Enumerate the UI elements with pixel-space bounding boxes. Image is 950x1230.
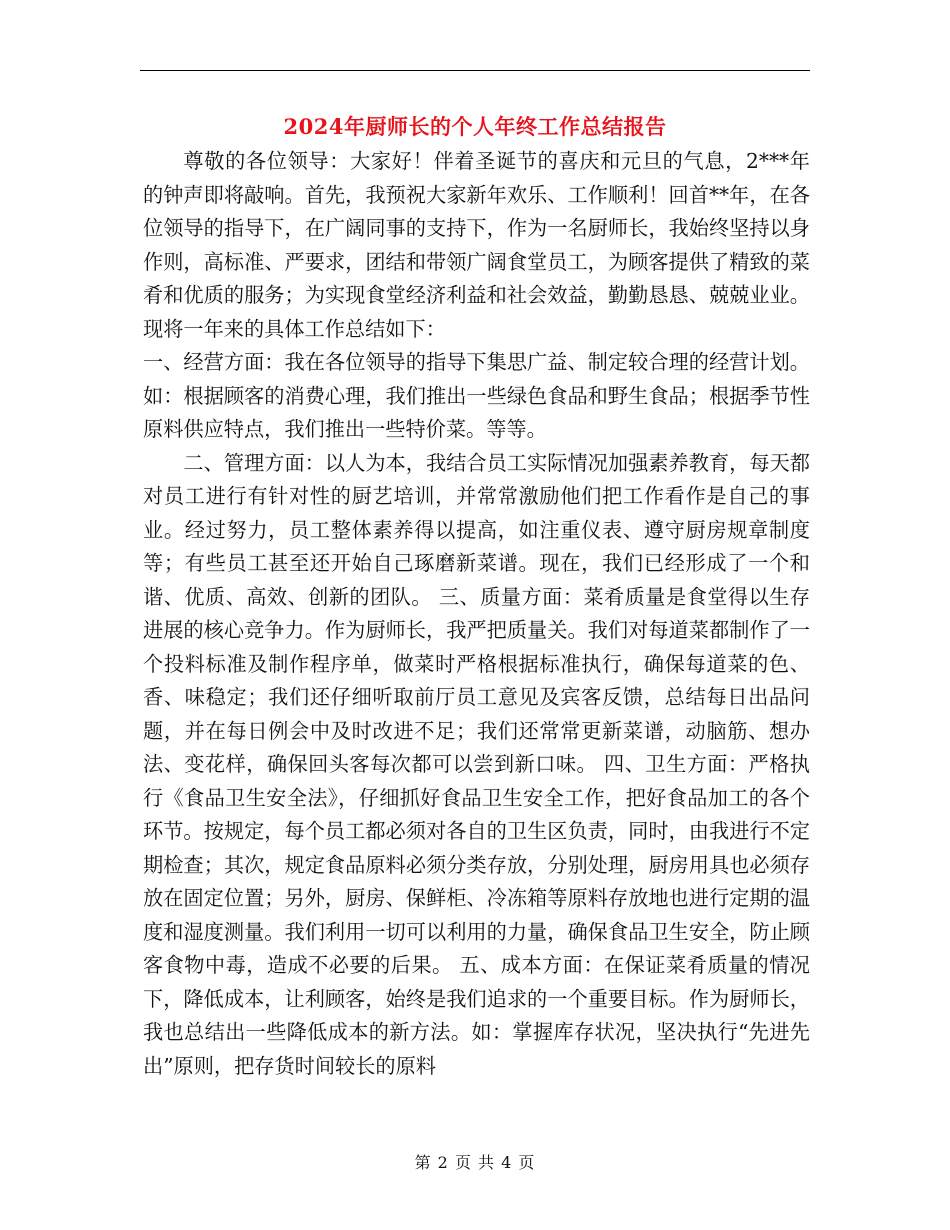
header-rule xyxy=(140,70,810,71)
document-title: 2024年厨师长的个人年终工作总结报告 xyxy=(283,114,667,139)
paragraph-intro: 尊敬的各位领导：大家好！伴着圣诞节的喜庆和元旦的气息，2***年的钟声即将敲响。首先，我预祝大家新年欢乐、工作顺利！回首**年，在各位领导的指导下，在广阔同事的支持下，作为一名厨师长，我始终坚持以身作则，高标准、严要求，团结和带领广阔食堂员工，为顾客提供了精致的菜肴和优质的服务；为实现食堂经济利益和社会效益，勤勤恳恳、兢兢业业。现将一年来的具体工作总结如下： xyxy=(143,149,810,341)
page-number-footer: 第 2 页 共 4 页 xyxy=(414,1153,536,1172)
paragraph-operations: 一、经营方面：我在各位领导的指导下集思广益、制定较合理的经营计划。如：根据顾客的消费心理，我们推出一些绿色食品和野生食品；根据季节性原料供应特点，我们推出一些特价菜。等等。 xyxy=(143,350,810,441)
document-body xyxy=(143,145,810,1083)
paragraph-management-quality-hygiene-cost: 二、管理方面：以人为本，我结合员工实际情况加强素养教育，每天都对员工进行有针对性的厨艺培训，并常常激励他们把工作看作是自己的事业。经过努力，员工整体素养得以提高，如注重仪表、遵守厨房规章制度等；有些员工甚至还开始自己琢磨新菜谱。现在，我们已经形成了一个和谐、优质、高效、创新的团队。 三、质量方面：菜肴质量是食堂得以生存进展的核心竞争力。作为厨师长，我严把质量关。我们对每道菜都制作了一个投料标准及制作程序单，做菜时严格根据标准执行，确保每道菜的色、香、味稳定；我们还仔细听取前厅员工意见及宾客反馈，总结每日出品问题，并在每日例会中及时改进不足；我们还常常更新菜谱，动脑筋、想办法、变花样，确保回头客每次都可以尝到新口味。 四、卫生方面：严格执行《食品卫生安全法》，仔细抓好食品卫生安全工作，把好食品加工的各个环节。按规定，每个员工都必须对各自的卫生区负责，同时，由我进行不定期检查；其次，规定食品原料必须分类存放，分别处理，厨房用具也必须存放在固定位置；另外，厨房、保鲜柜、冷冻箱等原料存放地也进行定期的温度和湿度测量。我们利用一切可以利用的力量，确保食品卫生安全，防止顾客食物中毒，造成不必要的后果。 五、成本方面：在保证菜肴质量的情况下，降低成本，让利顾客，始终是我们追求的一个重要目标。作为厨师长，我也总结出一些降低成本的新方法。如：掌握库存状况，坚决执行“先进先出”原则，把存货时间较长的原料 xyxy=(143,450,810,1078)
